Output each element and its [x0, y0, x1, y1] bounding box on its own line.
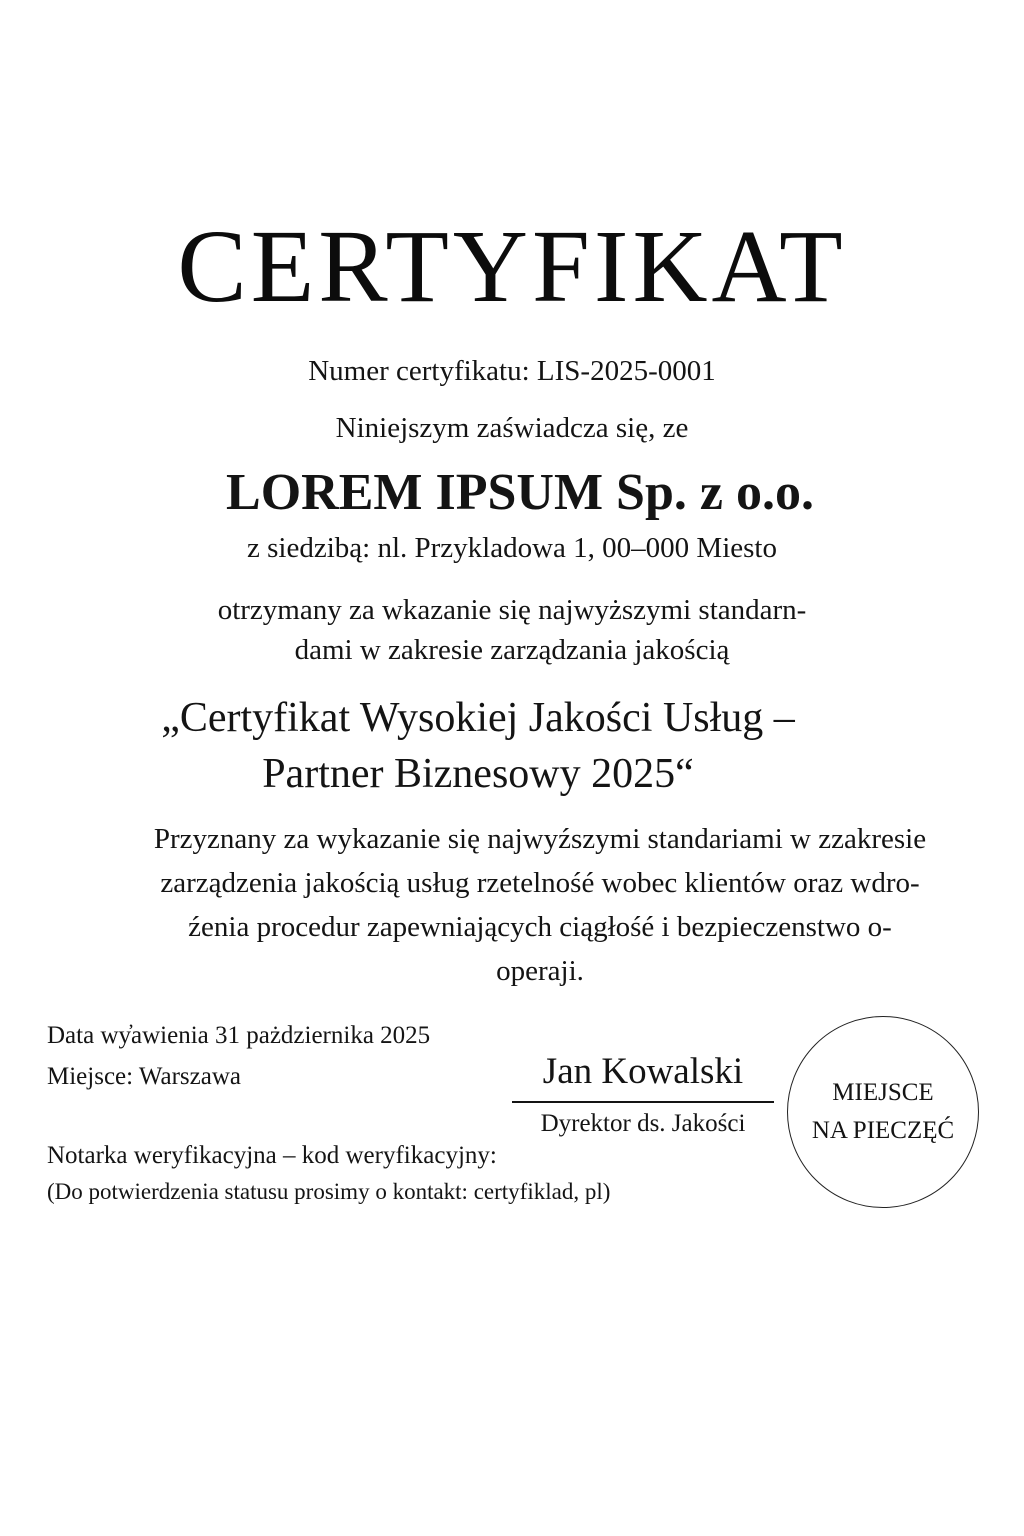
- signatory-name: Jan Kowalski: [542, 1051, 744, 1092]
- award-description-line: zarządzenia jakością usług rzetelnośé wobec klientów oraz wdro-: [160, 867, 920, 899]
- certificate-title: CERTYFIKAT: [177, 209, 847, 324]
- award-title-line: Partner Biznesowy 2025“: [262, 751, 694, 797]
- award-description-line: źenia procedur zapewniających ciągłośé i bezpieczenstwo o-: [188, 911, 892, 943]
- company-address: z siedzibą: nl. Przykladowa 1, 00–000 Miesto: [247, 532, 777, 564]
- signatory-role: Dyrektor ds. Jakości: [540, 1110, 746, 1137]
- award-reason: [0, 590, 1024, 670]
- issue-place: Miejsce: Warszawa: [47, 1063, 241, 1090]
- award-reason-line: dami w zakresie zarządzania jakością: [294, 634, 730, 666]
- company-name: LOREM IPSUM Sp. z o.o.: [226, 464, 814, 521]
- certificate-intro: Niniejszym zaświadcza się, ze: [335, 412, 689, 444]
- verification-label: Notarka weryfikacyjna – kod weryfikacyjny:: [47, 1142, 497, 1169]
- stamp-text-line: MIEJSCE: [832, 1079, 934, 1106]
- award-title: [0, 690, 990, 802]
- verification-note: (Do potwierdzenia statusu prosimy o kontakt: certyfiklad, pl): [47, 1179, 611, 1204]
- stamp-text-line: NA PIECZĘĆ: [811, 1117, 955, 1144]
- issue-date: Data wy̓awienia 31 pażdziernika 2025: [47, 1022, 431, 1049]
- award-description: [60, 817, 1020, 993]
- award-title-line: „Certyfikat Wysokiej Jakości Usług –: [161, 695, 795, 741]
- signature-line: [512, 1101, 774, 1103]
- stamp-placeholder: [787, 1016, 979, 1208]
- award-reason-line: otrzymany za wkazanie się najwyższymi standarn-: [217, 594, 807, 626]
- award-description-line: operaji.: [496, 955, 584, 987]
- certificate-number: Numer certyfikatu: LIS-2025-0001: [308, 355, 716, 387]
- award-description-line: Przyznany za wykazanie się najwyźszymi standariami w zzakresie: [153, 823, 927, 855]
